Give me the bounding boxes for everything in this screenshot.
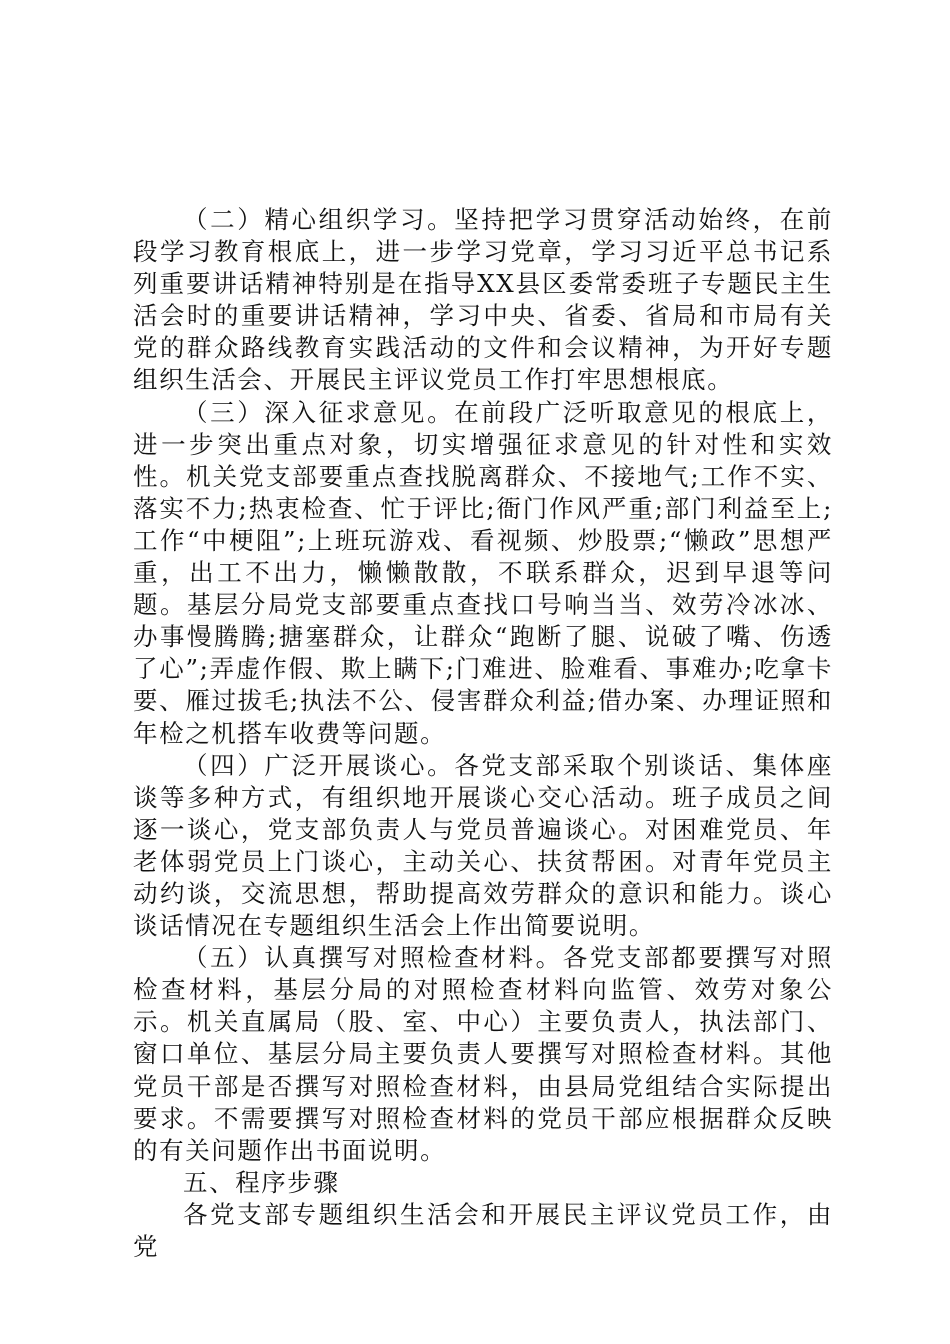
paragraph-opinions: （三）深入征求意见。在前段广泛听取意见的根底上，进一步突出重点对象，切实增强征求意见的针对性和实效性。机关党支部要重点查找脱离群众、不接地气;工作不实、落实不力;热衷检查、忙于评比;衙门作风严重;部门利益至上;工作“中梗阻”;上班玩游戏、看视频、炒股票;“懒政”思想严重，出工不出力，懒懒散散，不联系群众，迟到早退等问题。基层分局党支部要重点查找口号响当当、效劳冷冰冰、办事慢腾腾;搪塞群众，让群众“跑断了腿、说破了嘴、伤透了心”;弄虚作假、欺上瞒下;门难进、脸难看、事难办;吃拿卡要、雁过拔毛;执法不公、侵害群众利益;借办案、办理证照和年检之机搭车收费等问题。: [133, 397, 833, 748]
section-heading: 五、程序步骤: [183, 1167, 340, 1197]
paragraph-study: （二）精心组织学习。坚持把学习贯穿活动始终，在前段学习教育根底上，进一步学习党章，学习习近平总书记系列重要讲话精神特别是在指导XX县区委常委班子专题民主生活会时的重要讲话精神，学习中央、省委、省局和市局有关党的群众路线教育实践活动的文件和会议精神，为开好专题组织生活会、开展民主评议党员工作打牢思想根底。: [133, 205, 833, 395]
paragraph-materials: （五）认真撰写对照检查材料。各党支部都要撰写对照检查材料，基层分局的对照检查材料向监管、效劳对象公示。机关直属局（股、室、中心）主要负责人，执法部门、窗口单位、基层分局主要负责人要撰写对照检查材料。其他党员干部是否撰写对照检查材料，由县局党组结合实际提出要求。不需要撰写对照检查材料的党员干部应根据群众反映的有关问题作出书面说明。: [133, 943, 833, 1165]
document-body: [133, 204, 833, 1263]
paragraph-closing: 各党支部专题组织生活会和开展民主评议党员工作，由党: [133, 1199, 833, 1261]
paragraph-talks: （四）广泛开展谈心。各党支部采取个别谈话、集体座谈等多种方式，有组织地开展谈心交心活动。班子成员之间逐一谈心，党支部负责人与党员普遍谈心。对困难党员、年老体弱党员上门谈心，主动关心、扶贫帮困。对青年党员主动约谈，交流思想，帮助提高效劳群众的意识和能力。谈心谈话情况在专题组织生活会上作出简要说明。: [133, 750, 833, 941]
